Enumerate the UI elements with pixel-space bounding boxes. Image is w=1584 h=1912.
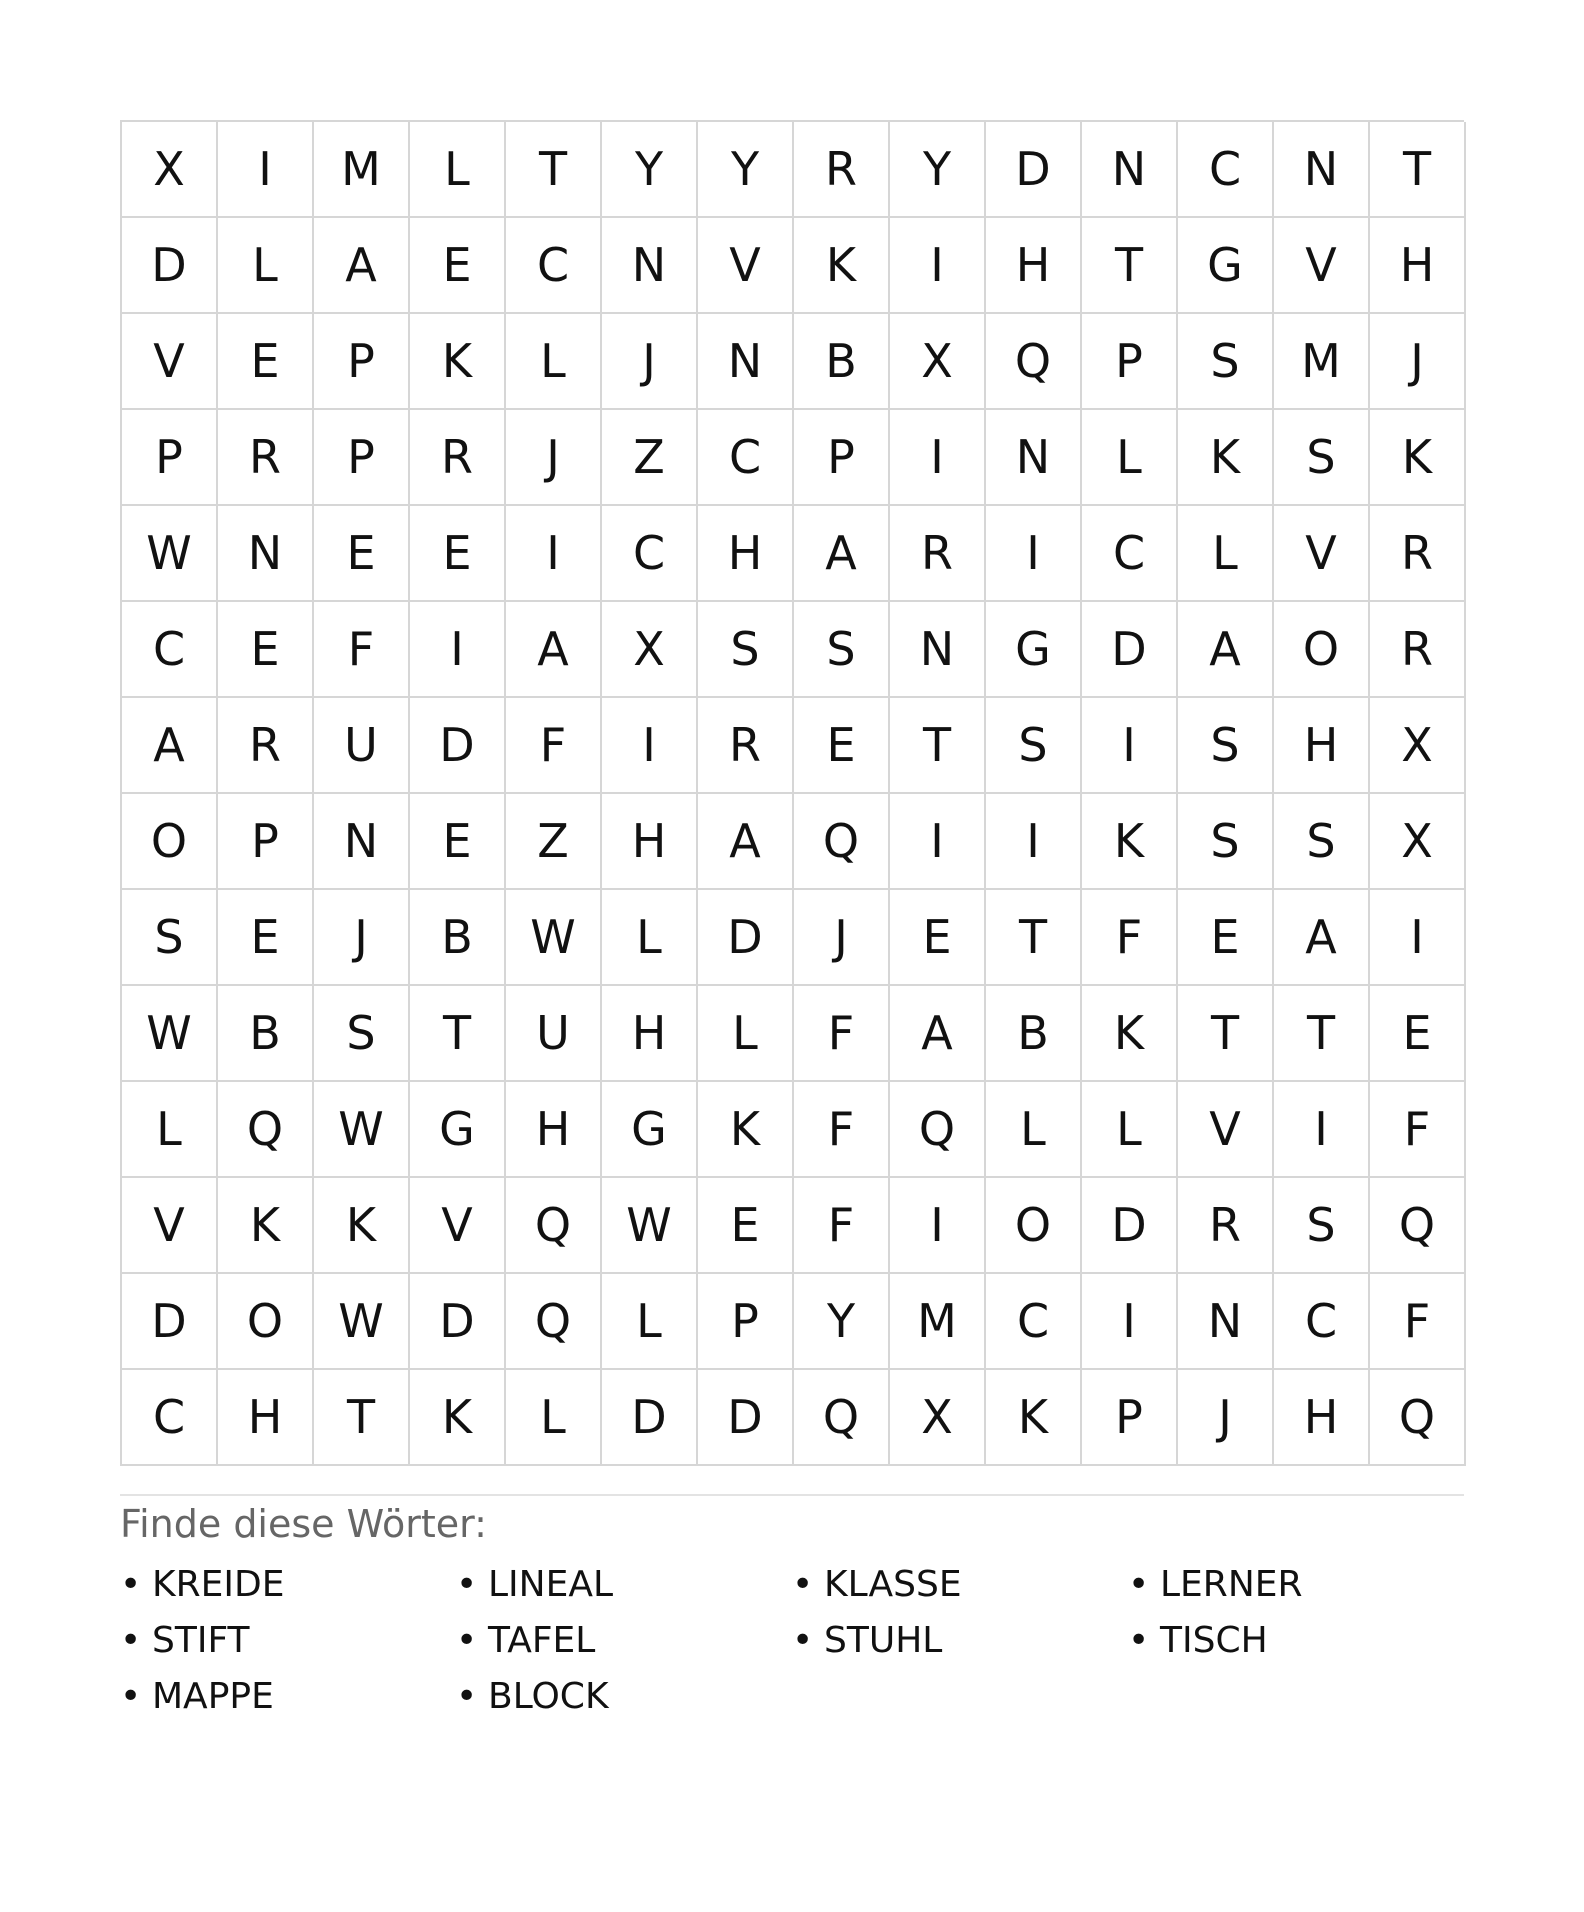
- grid-cell[interactable]: B: [218, 986, 314, 1082]
- grid-cell[interactable]: K: [1082, 794, 1178, 890]
- grid-cell[interactable]: A: [122, 698, 218, 794]
- grid-cell[interactable]: E: [1370, 986, 1466, 1082]
- grid-cell[interactable]: T: [890, 698, 986, 794]
- grid-cell[interactable]: V: [1178, 1082, 1274, 1178]
- grid-cell[interactable]: K: [986, 1370, 1082, 1466]
- grid-cell[interactable]: K: [410, 314, 506, 410]
- grid-cell[interactable]: Y: [602, 122, 698, 218]
- word-label: LINEAL: [488, 1563, 614, 1605]
- grid-cell[interactable]: A: [1274, 890, 1370, 986]
- grid-cell[interactable]: E: [218, 602, 314, 698]
- grid-cell[interactable]: K: [698, 1082, 794, 1178]
- grid-cell[interactable]: G: [602, 1082, 698, 1178]
- grid-cell[interactable]: Y: [794, 1274, 890, 1370]
- grid-cell[interactable]: J: [506, 410, 602, 506]
- grid-cell[interactable]: R: [410, 410, 506, 506]
- grid-cell[interactable]: I: [410, 602, 506, 698]
- grid-cell[interactable]: P: [1082, 1370, 1178, 1466]
- word-label: TISCH: [1160, 1619, 1268, 1661]
- grid-cell[interactable]: J: [1178, 1370, 1274, 1466]
- grid-cell[interactable]: F: [1082, 890, 1178, 986]
- grid-cell[interactable]: I: [890, 794, 986, 890]
- grid-cell[interactable]: D: [122, 218, 218, 314]
- grid-cell[interactable]: L: [506, 1370, 602, 1466]
- word-label: TAFEL: [488, 1619, 596, 1661]
- grid-cell[interactable]: K: [794, 218, 890, 314]
- grid-cell[interactable]: Y: [890, 122, 986, 218]
- grid-cell[interactable]: S: [1178, 314, 1274, 410]
- grid-cell[interactable]: E: [410, 506, 506, 602]
- grid-cell[interactable]: H: [1370, 218, 1466, 314]
- grid-cell[interactable]: K: [1178, 410, 1274, 506]
- grid-cell[interactable]: W: [506, 890, 602, 986]
- grid-cell[interactable]: P: [122, 410, 218, 506]
- grid-cell[interactable]: L: [122, 1082, 218, 1178]
- grid-cell[interactable]: T: [1370, 122, 1466, 218]
- grid-cell[interactable]: C: [122, 602, 218, 698]
- grid-cell[interactable]: A: [794, 506, 890, 602]
- grid-cell[interactable]: S: [698, 602, 794, 698]
- grid-cell[interactable]: S: [1274, 410, 1370, 506]
- grid-cell[interactable]: Q: [890, 1082, 986, 1178]
- bullet-icon: •: [456, 1675, 478, 1717]
- word-list-item: [456, 1556, 792, 1612]
- word-label: STUHL: [824, 1619, 943, 1661]
- grid-cell[interactable]: V: [698, 218, 794, 314]
- grid-cell[interactable]: T: [410, 986, 506, 1082]
- bullet-icon: •: [120, 1675, 142, 1717]
- word-list-item: [120, 1556, 456, 1612]
- grid-cell[interactable]: L: [1082, 410, 1178, 506]
- grid-cell[interactable]: F: [314, 602, 410, 698]
- word-label: KREIDE: [152, 1563, 285, 1605]
- grid-cell[interactable]: H: [1274, 698, 1370, 794]
- grid-cell[interactable]: I: [986, 506, 1082, 602]
- bullet-icon: •: [120, 1619, 142, 1661]
- grid-cell[interactable]: H: [1274, 1370, 1370, 1466]
- grid-cell[interactable]: K: [314, 1178, 410, 1274]
- grid-cell[interactable]: T: [1082, 218, 1178, 314]
- word-label: MAPPE: [152, 1675, 274, 1717]
- word-list-item: [456, 1612, 792, 1668]
- grid-cell[interactable]: P: [794, 410, 890, 506]
- grid-cell[interactable]: W: [314, 1274, 410, 1370]
- word-list-item: [792, 1556, 1128, 1612]
- word-label: LERNER: [1160, 1563, 1303, 1605]
- bullet-icon: •: [456, 1563, 478, 1605]
- grid-cell[interactable]: Q: [506, 1274, 602, 1370]
- word-list: [120, 1556, 1464, 1724]
- grid-cell[interactable]: I: [218, 122, 314, 218]
- grid-cell[interactable]: O: [122, 794, 218, 890]
- grid-cell[interactable]: E: [218, 314, 314, 410]
- grid-cell[interactable]: O: [986, 1178, 1082, 1274]
- grid-cell[interactable]: R: [794, 122, 890, 218]
- grid-cell[interactable]: X: [890, 1370, 986, 1466]
- bullet-icon: •: [1128, 1619, 1150, 1661]
- grid-cell[interactable]: R: [218, 410, 314, 506]
- grid-cell[interactable]: E: [890, 890, 986, 986]
- grid-cell[interactable]: R: [890, 506, 986, 602]
- grid-cell[interactable]: C: [602, 506, 698, 602]
- grid-cell[interactable]: M: [314, 122, 410, 218]
- grid-cell[interactable]: J: [314, 890, 410, 986]
- grid-cell[interactable]: U: [506, 986, 602, 1082]
- grid-cell[interactable]: D: [698, 1370, 794, 1466]
- grid-cell[interactable]: I: [1370, 890, 1466, 986]
- grid-cell[interactable]: P: [314, 314, 410, 410]
- grid-cell[interactable]: T: [506, 122, 602, 218]
- grid-cell[interactable]: W: [122, 506, 218, 602]
- grid-cell[interactable]: D: [410, 1274, 506, 1370]
- grid-cell[interactable]: I: [1082, 1274, 1178, 1370]
- grid-cell[interactable]: R: [698, 698, 794, 794]
- grid-cell[interactable]: L: [602, 890, 698, 986]
- grid-cell[interactable]: O: [218, 1274, 314, 1370]
- grid-cell[interactable]: Z: [506, 794, 602, 890]
- grid-cell[interactable]: G: [410, 1082, 506, 1178]
- grid-cell[interactable]: Q: [506, 1178, 602, 1274]
- grid-cell[interactable]: D: [1082, 1178, 1178, 1274]
- word-list-item: [792, 1612, 1128, 1668]
- grid-cell[interactable]: N: [218, 506, 314, 602]
- grid-cell[interactable]: N: [698, 314, 794, 410]
- grid-cell[interactable]: S: [794, 602, 890, 698]
- word-label: KLASSE: [824, 1563, 962, 1605]
- grid-cell[interactable]: X: [602, 602, 698, 698]
- grid-cell[interactable]: J: [794, 890, 890, 986]
- grid-cell[interactable]: I: [602, 698, 698, 794]
- word-list-item: [120, 1668, 456, 1724]
- grid-cell[interactable]: I: [1082, 698, 1178, 794]
- grid-cell[interactable]: Z: [602, 410, 698, 506]
- grid-cell[interactable]: C: [122, 1370, 218, 1466]
- grid-cell[interactable]: C: [986, 1274, 1082, 1370]
- grid-cell[interactable]: O: [1274, 602, 1370, 698]
- grid-cell[interactable]: B: [410, 890, 506, 986]
- grid-cell[interactable]: W: [602, 1178, 698, 1274]
- grid-cell[interactable]: D: [698, 890, 794, 986]
- grid-cell[interactable]: C: [698, 410, 794, 506]
- grid-cell[interactable]: S: [1178, 698, 1274, 794]
- letter-grid: [120, 120, 1464, 1466]
- word-label: STIFT: [152, 1619, 250, 1661]
- grid-cell[interactable]: N: [890, 602, 986, 698]
- grid-cell[interactable]: T: [1178, 986, 1274, 1082]
- grid-cell[interactable]: B: [986, 986, 1082, 1082]
- grid-cell[interactable]: L: [218, 218, 314, 314]
- grid-cell[interactable]: R: [218, 698, 314, 794]
- grid-cell[interactable]: K: [410, 1370, 506, 1466]
- grid-cell[interactable]: I: [890, 218, 986, 314]
- grid-cell[interactable]: A: [1178, 602, 1274, 698]
- grid-cell[interactable]: W: [314, 1082, 410, 1178]
- grid-cell[interactable]: V: [1274, 506, 1370, 602]
- grid-cell[interactable]: X: [890, 314, 986, 410]
- grid-cell[interactable]: N: [1082, 122, 1178, 218]
- grid-cell[interactable]: S: [1274, 1178, 1370, 1274]
- grid-cell[interactable]: P: [218, 794, 314, 890]
- word-label: BLOCK: [488, 1675, 609, 1717]
- grid-cell[interactable]: S: [986, 698, 1082, 794]
- bullet-icon: •: [120, 1563, 142, 1605]
- grid-cell[interactable]: K: [1082, 986, 1178, 1082]
- grid-cell[interactable]: H: [602, 986, 698, 1082]
- grid-cell[interactable]: D: [122, 1274, 218, 1370]
- grid-cell[interactable]: V: [410, 1178, 506, 1274]
- word-search-puzzle: [120, 120, 1464, 1724]
- grid-cell[interactable]: P: [314, 410, 410, 506]
- grid-cell[interactable]: L: [1082, 1082, 1178, 1178]
- bullet-icon: •: [792, 1563, 814, 1605]
- grid-cell[interactable]: F: [506, 698, 602, 794]
- grid-cell[interactable]: Q: [794, 794, 890, 890]
- grid-cell[interactable]: X: [122, 122, 218, 218]
- grid-cell[interactable]: I: [890, 1178, 986, 1274]
- grid-cell[interactable]: R: [1370, 506, 1466, 602]
- grid-cell[interactable]: A: [890, 986, 986, 1082]
- grid-cell[interactable]: L: [410, 122, 506, 218]
- grid-cell[interactable]: K: [1370, 410, 1466, 506]
- grid-cell[interactable]: E: [1178, 890, 1274, 986]
- grid-cell[interactable]: S: [122, 890, 218, 986]
- bullet-icon: •: [456, 1619, 478, 1661]
- grid-cell[interactable]: I: [506, 506, 602, 602]
- grid-cell[interactable]: X: [1370, 698, 1466, 794]
- grid-cell[interactable]: J: [602, 314, 698, 410]
- grid-cell[interactable]: H: [218, 1370, 314, 1466]
- grid-cell[interactable]: F: [794, 1178, 890, 1274]
- grid-cell[interactable]: F: [1370, 1082, 1466, 1178]
- grid-cell[interactable]: Q: [1370, 1178, 1466, 1274]
- bullet-icon: •: [1128, 1563, 1150, 1605]
- grid-cell[interactable]: D: [602, 1370, 698, 1466]
- grid-cell[interactable]: C: [1082, 506, 1178, 602]
- grid-cell[interactable]: Q: [794, 1370, 890, 1466]
- grid-cell[interactable]: X: [1370, 794, 1466, 890]
- grid-cell[interactable]: G: [986, 602, 1082, 698]
- grid-cell[interactable]: R: [1370, 602, 1466, 698]
- word-list-heading: Finde diese Wörter:: [120, 1502, 487, 1546]
- grid-cell[interactable]: F: [794, 986, 890, 1082]
- grid-cell[interactable]: C: [506, 218, 602, 314]
- grid-cell[interactable]: K: [218, 1178, 314, 1274]
- grid-cell[interactable]: S: [1178, 794, 1274, 890]
- grid-cell[interactable]: R: [1178, 1178, 1274, 1274]
- grid-cell[interactable]: E: [314, 506, 410, 602]
- grid-cell[interactable]: N: [314, 794, 410, 890]
- grid-cell[interactable]: G: [1178, 218, 1274, 314]
- grid-cell[interactable]: N: [986, 410, 1082, 506]
- grid-cell[interactable]: L: [698, 986, 794, 1082]
- grid-cell[interactable]: T: [986, 890, 1082, 986]
- grid-cell[interactable]: M: [1274, 314, 1370, 410]
- grid-cell[interactable]: Q: [218, 1082, 314, 1178]
- grid-cell[interactable]: T: [1274, 986, 1370, 1082]
- grid-cell[interactable]: T: [314, 1370, 410, 1466]
- grid-cell[interactable]: C: [1274, 1274, 1370, 1370]
- bullet-icon: •: [792, 1619, 814, 1661]
- grid-cell[interactable]: V: [122, 1178, 218, 1274]
- grid-cell[interactable]: Q: [986, 314, 1082, 410]
- grid-cell[interactable]: I: [986, 794, 1082, 890]
- grid-cell[interactable]: I: [890, 410, 986, 506]
- grid-cell[interactable]: N: [602, 218, 698, 314]
- divider: [120, 1494, 1464, 1496]
- grid-cell[interactable]: F: [1370, 1274, 1466, 1370]
- grid-cell[interactable]: S: [1274, 794, 1370, 890]
- grid-cell[interactable]: I: [1274, 1082, 1370, 1178]
- grid-cell[interactable]: M: [890, 1274, 986, 1370]
- grid-cell[interactable]: D: [1082, 602, 1178, 698]
- grid-cell[interactable]: N: [1178, 1274, 1274, 1370]
- grid-cell[interactable]: V: [122, 314, 218, 410]
- grid-cell[interactable]: E: [698, 1178, 794, 1274]
- grid-cell[interactable]: L: [986, 1082, 1082, 1178]
- grid-cell[interactable]: Y: [698, 122, 794, 218]
- grid-cell[interactable]: Q: [1370, 1370, 1466, 1466]
- grid-cell[interactable]: L: [1178, 506, 1274, 602]
- grid-cell[interactable]: D: [986, 122, 1082, 218]
- grid-cell[interactable]: H: [506, 1082, 602, 1178]
- grid-cell[interactable]: E: [410, 794, 506, 890]
- grid-cell[interactable]: N: [1274, 122, 1370, 218]
- word-list-item: [1128, 1612, 1464, 1668]
- grid-cell[interactable]: D: [410, 698, 506, 794]
- grid-cell[interactable]: H: [698, 506, 794, 602]
- grid-cell[interactable]: E: [794, 698, 890, 794]
- grid-cell[interactable]: H: [986, 218, 1082, 314]
- grid-cell[interactable]: W: [122, 986, 218, 1082]
- word-list-item: [120, 1612, 456, 1668]
- grid-cell[interactable]: E: [218, 890, 314, 986]
- grid-cell[interactable]: L: [602, 1274, 698, 1370]
- grid-cell[interactable]: B: [794, 314, 890, 410]
- grid-cell[interactable]: V: [1274, 218, 1370, 314]
- grid-cell[interactable]: L: [506, 314, 602, 410]
- grid-cell[interactable]: F: [794, 1082, 890, 1178]
- word-list-item: [1128, 1556, 1464, 1612]
- grid-cell[interactable]: A: [698, 794, 794, 890]
- grid-cell[interactable]: P: [698, 1274, 794, 1370]
- word-list-item: [456, 1668, 792, 1724]
- grid-cell[interactable]: A: [506, 602, 602, 698]
- grid-cell[interactable]: E: [410, 218, 506, 314]
- grid-cell[interactable]: C: [1178, 122, 1274, 218]
- grid-cell[interactable]: P: [1082, 314, 1178, 410]
- grid-cell[interactable]: U: [314, 698, 410, 794]
- grid-cell[interactable]: A: [314, 218, 410, 314]
- grid-cell[interactable]: H: [602, 794, 698, 890]
- grid-cell[interactable]: S: [314, 986, 410, 1082]
- grid-cell[interactable]: J: [1370, 314, 1466, 410]
